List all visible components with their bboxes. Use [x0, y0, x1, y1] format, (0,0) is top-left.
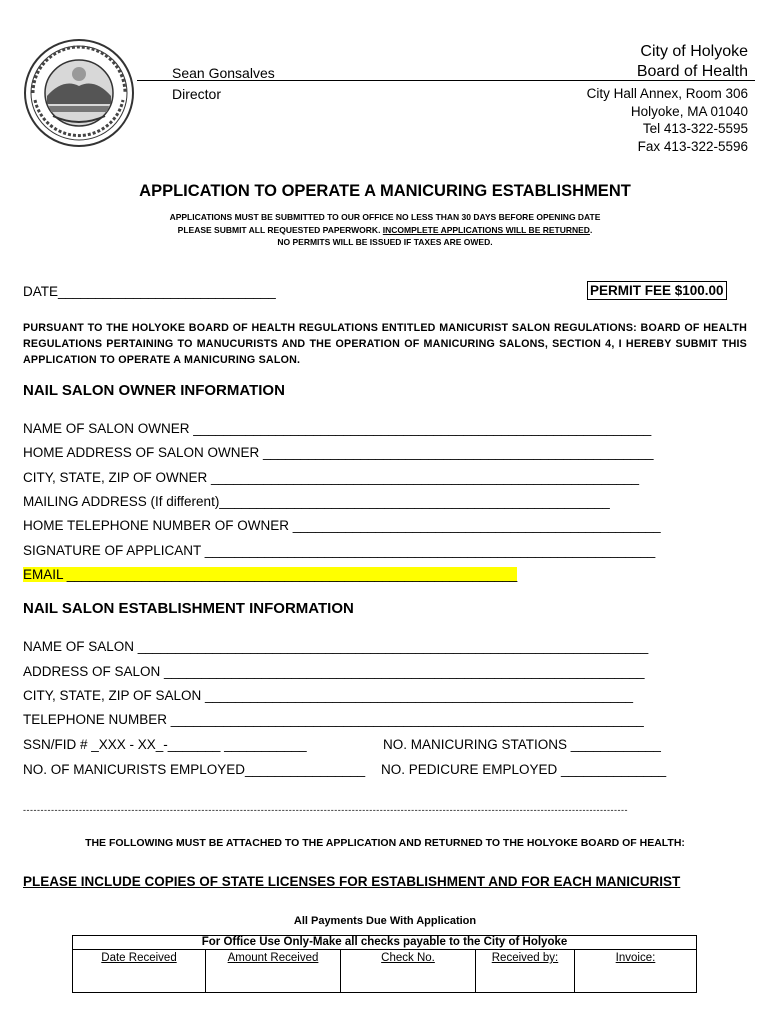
board-name: Board of Health [636, 63, 748, 80]
notice-line-2 [0, 224, 770, 237]
permit-fee-box: PERMIT FEE $100.00 [587, 281, 727, 300]
mailing-address-field[interactable]: MAILING ADDRESS (If different)____________________________________________________ [23, 494, 610, 509]
phone-line: Tel 413-322-5595 [642, 121, 748, 136]
pursuant-statement: PURSUANT TO THE HOLYOKE BOARD OF HEALTH REGULATIONS ENTITLED MANICURIST SALON REGULATIONS: BOARD OF HEALTH REGULATIONS PERTAINING TO MANUCURISTS AND THE OPERATION OF MANICURING SALONS, SECTION 4, I HEREBY SUBMIT THIS APPLICATION TO OPERATE A MANICURING SALON. [23, 322, 747, 366]
owner-home-address-field[interactable]: HOME ADDRESS OF SALON OWNER ____________________________________________________ [23, 445, 654, 460]
notice-line-1: APPLICATIONS MUST BE SUBMITTED TO OUR OFFICE NO LESS THAN 30 DAYS BEFORE OPENING DATE [169, 212, 601, 222]
address-line: Holyoke, MA 01040 [630, 103, 748, 119]
salon-name-field[interactable]: NAME OF SALON ____________________________________________________________________ [23, 639, 649, 654]
invoice-cell[interactable]: Invoice: [575, 950, 697, 993]
city-board-block [637, 42, 748, 82]
incomplete-warning: INCOMPLETE APPLICATIONS WILL BE RETURNED [382, 224, 590, 235]
fax-line: Fax 413-322-5596 [637, 138, 748, 154]
applicant-signature-field[interactable]: SIGNATURE OF APPLICANT ____________________________________________________________ [23, 543, 656, 558]
owner-section-heading: NAIL SALON OWNER INFORMATION [23, 382, 285, 399]
include-licenses-note: PLEASE INCLUDE COPIES OF STATE LICENSES FOR ESTABLISHMENT AND FOR EACH MANICURIST [23, 874, 681, 889]
amount-received-cell[interactable]: Amount Received [206, 950, 341, 993]
cut-line-separator: ----------------------------------------------------------------------------------------------------------------------------------------------------------------------------- [23, 805, 628, 815]
check-no-cell[interactable]: Check No. [341, 950, 476, 993]
date-field[interactable]: DATE_____________________________ [23, 284, 276, 299]
salon-telephone-field[interactable]: TELEPHONE NUMBER _______________________________________________________________ [23, 712, 644, 727]
notice-line-3: NO PERMITS WILL BE ISSUED IF TAXES ARE OWED. [277, 237, 493, 247]
owner-city-state-zip-field[interactable]: CITY, STATE, ZIP OF OWNER _________________________________________________________ [23, 470, 639, 485]
pedicure-employed-field[interactable]: NO. PEDICURE EMPLOYED ______________ [381, 762, 667, 777]
notice-line-2-prefix: PLEASE SUBMIT ALL REQUESTED PAPERWORK. [177, 224, 383, 235]
notice-line-2-suffix: . [589, 224, 593, 235]
office-use-table [72, 935, 697, 993]
date-received-cell[interactable]: Date Received [73, 950, 206, 993]
city-seal-logo [23, 38, 135, 148]
salon-city-state-zip-field[interactable]: CITY, STATE, ZIP OF SALON _________________________________________________________ [23, 688, 633, 703]
establishment-section-heading: NAIL SALON ESTABLISHMENT INFORMATION [23, 600, 354, 617]
email-field[interactable]: EMAIL ____________________________________________________________ [23, 567, 518, 582]
office-use-heading: For Office Use Only-Make all checks payable to the City of Holyoke [73, 936, 697, 950]
office-address-block [587, 85, 748, 155]
attachment-note: THE FOLLOWING MUST BE ATTACHED TO THE APPLICATION AND RETURNED TO THE HOLYOKE BOARD OF HEALTH: [85, 837, 685, 849]
owner-home-telephone-field[interactable]: HOME TELEPHONE NUMBER OF OWNER _________________________________________________ [23, 518, 661, 533]
director-title: Director [172, 86, 222, 102]
payments-note: All Payments Due With Application [293, 915, 477, 927]
submission-notice [0, 211, 770, 249]
director-name: Sean Gonsalves [172, 65, 275, 81]
address-line: City Hall Annex, Room 306 [586, 86, 748, 101]
city-name: City of Holyoke [640, 43, 748, 60]
salon-owner-name-field[interactable]: NAME OF SALON OWNER _____________________________________________________________ [23, 421, 652, 436]
received-by-cell[interactable]: Received by: [476, 950, 575, 993]
manicurists-employed-field[interactable]: NO. OF MANICURISTS EMPLOYED________________ [23, 762, 366, 777]
ssn-fid-field[interactable]: SSN/FID # _XXX - XX_-_______ ___________ [23, 737, 307, 752]
salon-address-field[interactable]: ADDRESS OF SALON ________________________________________________________________ [23, 664, 645, 679]
document-title: APPLICATION TO OPERATE A MANICURING ESTABLISHMENT [139, 182, 631, 200]
manicuring-stations-field[interactable]: NO. MANICURING STATIONS ____________ [383, 737, 661, 752]
